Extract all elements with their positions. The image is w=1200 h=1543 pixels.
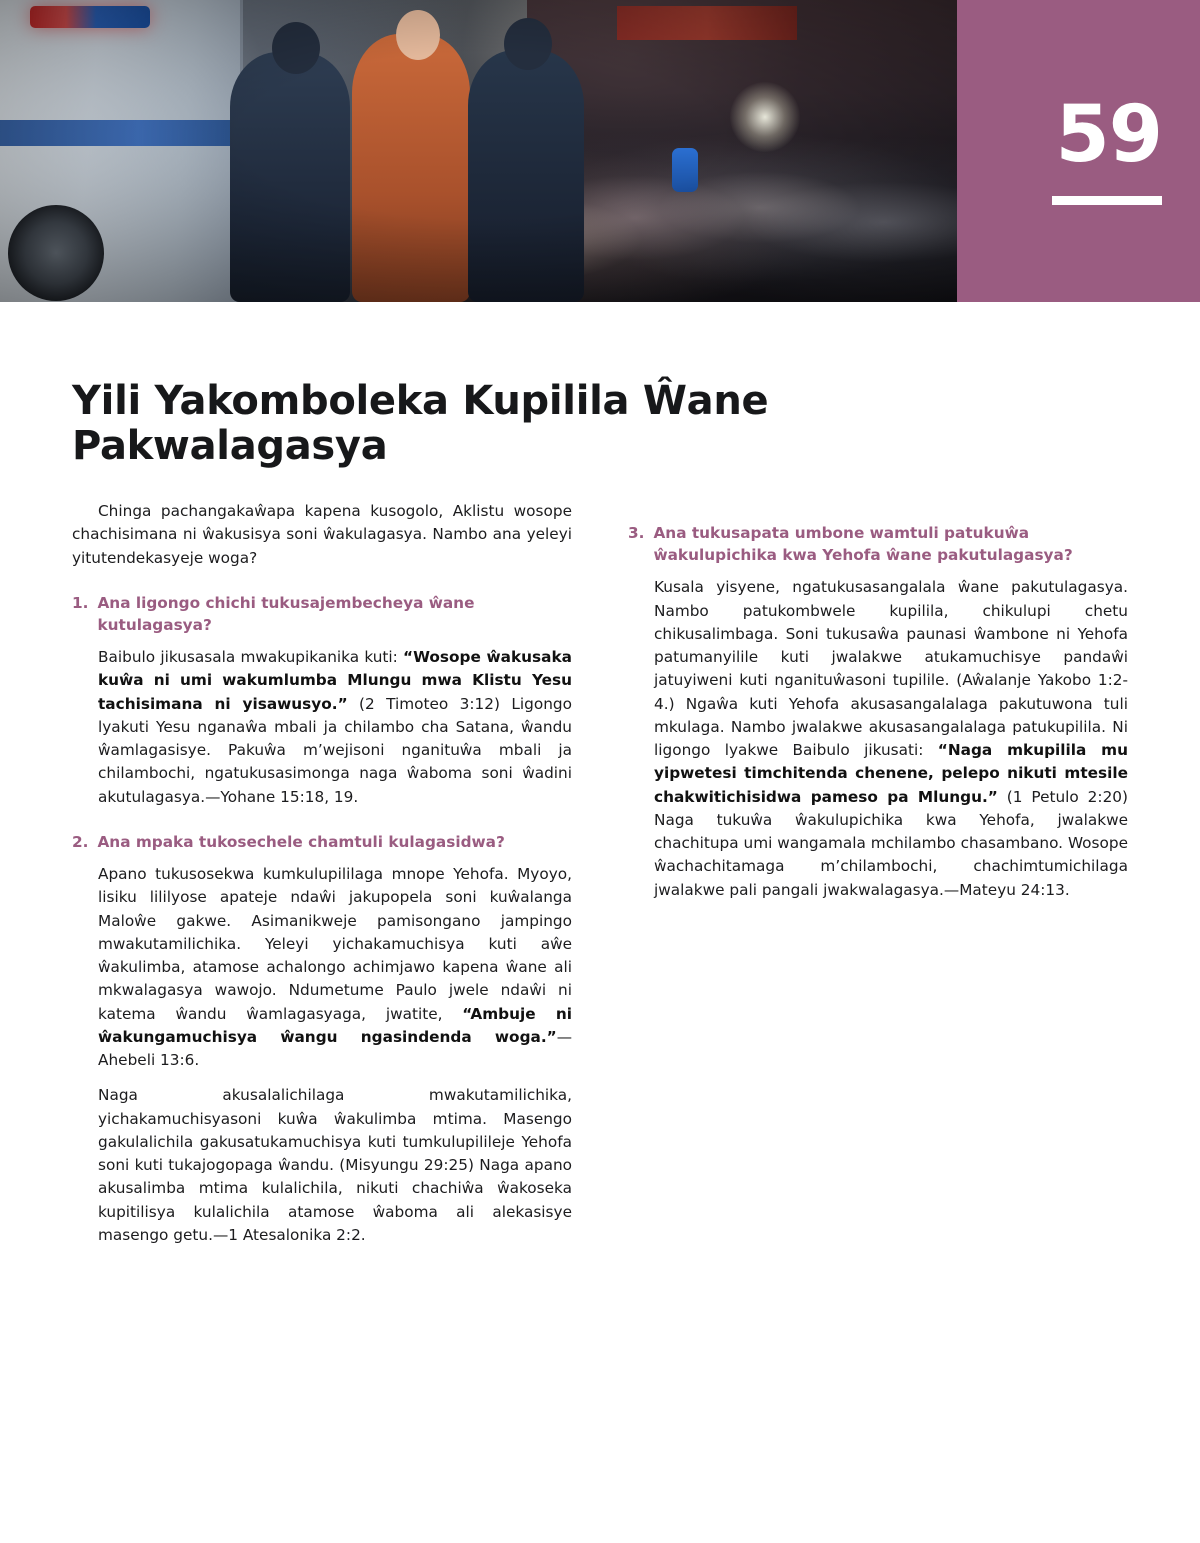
question-1-text: Ana ligongo chichi tukusajembecheya ŵane kutulagasya? <box>97 593 475 634</box>
answer-3-part-1: Kusala yisyene, ngatukusasangalala ŵane pakutulagasya. Nambo patukombwele kupilila, chikulupi chetu chikusalimbaga. Soni tukusaŵa paunasi ŵambone ni Yehofa patumanyilile kuti jwalakwe atukamuchisye pandaŵi jatuyiweni kuti nganituŵasoni tupilile. (Aŵalanje Yakobo 1:2-4.) Ngaŵa kuti Yehofa akusasangalalaga pakutuwona tuli mkulaga. Nambo jwalakwe akusasangalalaga patukupilila. Ni ligongo lyakwe Baibulo jikusati: <box>654 578 1128 760</box>
answer-1-part-3: (2 Timoteo 3:12) Ligongo lyakuti Yesu nganaŵa mbali ja chilambo cha Satana, ŵandu ŵamlagasisye. Pakuŵa m’wejisoni nganituŵa mbali ja chilambochi, ngatukusasimonga naga ŵaboma soni ŵadini akutulagasya.—Yohane 15:18, 19. <box>98 694 572 806</box>
answer-1 <box>72 646 572 809</box>
answer-2-part-3: —Ahebeli 13:6. <box>98 1027 572 1070</box>
answer-3-quote: “Naga mkupilila mu yipwetesi timchitenda chenene, pelepo nikuti mtesile chakwitichisidwa pameso pa Mlungu.” <box>654 741 1128 806</box>
page-number-block <box>957 0 1200 302</box>
answer-2-quote: “Ambuje ni ŵakungamuchisya ŵangu ngasindenda woga.” <box>98 1004 573 1046</box>
question-1-number: 1. <box>72 593 89 612</box>
photo-vignette <box>0 0 957 302</box>
intro-paragraph: Chinga pachangakaŵapa kapena kusogolo, Aklistu wosope chachisimana ni ŵakusisya soni ŵakulagasya. Nambo ana yeleyi yitutendekasyeje woga? <box>72 502 572 567</box>
answer-2 <box>72 863 572 1247</box>
article-columns <box>72 500 1128 1261</box>
answer-3-paragraph <box>654 576 1128 902</box>
question-1 <box>72 592 572 636</box>
question-2-text: Ana mpaka tukosechele chamtuli kulagasidwa? <box>97 832 505 851</box>
hero-photo <box>0 0 957 302</box>
column-right <box>628 500 1128 1261</box>
question-3-text: Ana tukusapata umbone wamtuli patukuŵa ŵakulupichika kwa Yehofa ŵane pakutulagasya? <box>653 524 1073 565</box>
question-3 <box>628 522 1128 566</box>
answer-1-quote: “Wosope ŵakusaka kuŵa ni umi wakumlumba Mlungu mwa Klistu Yesu tachisimana ni yisawusyo.” <box>98 648 572 713</box>
answer-1-part-1: Baibulo jikusasala mwakupikanika kuti: <box>98 648 404 667</box>
answer-3 <box>628 576 1128 902</box>
page-number: 59 <box>1055 90 1162 180</box>
answer-2-paragraph-2: Naga akusalalichilaga mwakutamilichika, yichakamuchisyasoni kuŵa ŵakulimba mtima. Masengo gakulalichila gakusatukamuchisya kuti tumkulupilileje Yehofa soni kuti tukajogopaga ŵandu. (Misyungu 29:25) Naga apano akusalimba mtima kulalichila, nikuti chachiŵa ŵakoseka kupitilisya kulalichila atamose ŵaboma ali alekasisye masengo getu.—1 Atesalonika 2:2. <box>98 1086 572 1244</box>
question-3-number: 3. <box>628 524 645 542</box>
hero-banner <box>0 0 1200 302</box>
answer-1-paragraph <box>98 646 572 809</box>
answer-2-paragraph <box>98 863 572 1072</box>
answer-2-part-1: Apano tukusosekwa kumkulupililaga mnope Yehofa. Myoyo, lisiku lililyose apateje ndaŵi jakupopela soni kuŵalanga Maloŵe gakwe. Asimanikweje pamisongano jampingo mwakutamilichika. Yeleyi yichakamuchisya kuti aŵe ŵakulimba, atamose achalongo achimjawo kapena ŵane ali mkwalagasya wawojo. Ndumetume Paulo jwele ndaŵi ni katema ŵandu ŵamlagasyaga, jwatite, <box>98 865 572 1023</box>
question-2 <box>72 831 572 853</box>
page-title: Yili Yakomboleka Kupilila Ŵane Pakwalagasya <box>72 377 769 470</box>
question-2-number: 2. <box>72 832 89 851</box>
answer-3-part-3: (1 Petulo 2:20) Naga tukuŵa ŵakulupichika kwa Yehofa, jwalakwe chachitupa umi wangamala mchilambo chasambano. Wosope ŵachachitamaga m’chilambochi, chachimtumichilaga jwalakwe pali pangali jwakwalagasya.—Mateyu 24:13. <box>654 787 1128 899</box>
column-left <box>72 500 572 1261</box>
page-number-rule <box>1052 196 1162 205</box>
